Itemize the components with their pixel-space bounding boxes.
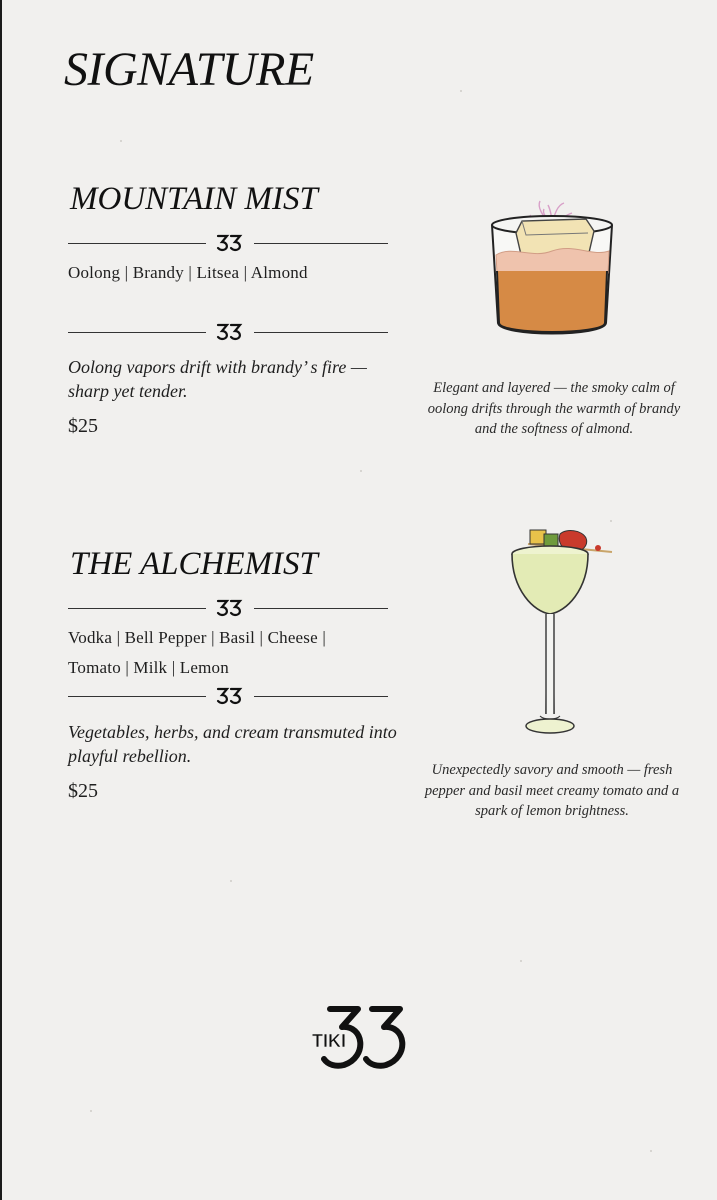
rocks-glass-cocktail-icon — [482, 195, 622, 345]
drink-name-mountain-mist: MOUNTAIN MIST — [70, 181, 318, 217]
price: $25 — [68, 780, 98, 802]
divider — [68, 233, 388, 253]
ingredients: Oolong | Brandy | Litsea | Almond — [68, 263, 308, 282]
drink-description: Elegant and layered — the smoky calm of oolong drifts through the warmth of brandy and the softness of almond. — [427, 380, 681, 437]
33-mark-icon — [216, 322, 244, 342]
33-mark-icon — [216, 686, 244, 706]
tagline: Vegetables, herbs, and cream transmuted into playful rebellion. — [68, 722, 397, 766]
drink-description: Unexpectedly savory and smooth — fresh pepper and basil meet creamy tomato and a spark of lemon brightness. — [424, 762, 680, 819]
33-mark-icon — [216, 598, 244, 618]
divider — [68, 686, 388, 706]
page-title: SIGNATURE — [64, 43, 314, 96]
tiki-33-logo — [312, 1003, 420, 1073]
tagline: Oolong vapors drift with brandy’ s fire — sharp yet tender. — [68, 357, 367, 401]
33-mark-icon — [216, 233, 244, 253]
price: $25 — [68, 415, 98, 437]
coupe-glass-cocktail-icon — [500, 520, 620, 750]
ingredients-line-2: Tomato | Milk | Lemon — [68, 658, 229, 677]
drink-name-the-alchemist: THE ALCHEMIST — [70, 546, 318, 582]
logo-text: TIKI — [312, 1031, 346, 1051]
ingredients-line-1: Vodka | Bell Pepper | Basil | Cheese | — [68, 628, 326, 647]
page-edge — [0, 0, 2, 1200]
divider — [68, 322, 388, 342]
divider — [68, 598, 388, 618]
